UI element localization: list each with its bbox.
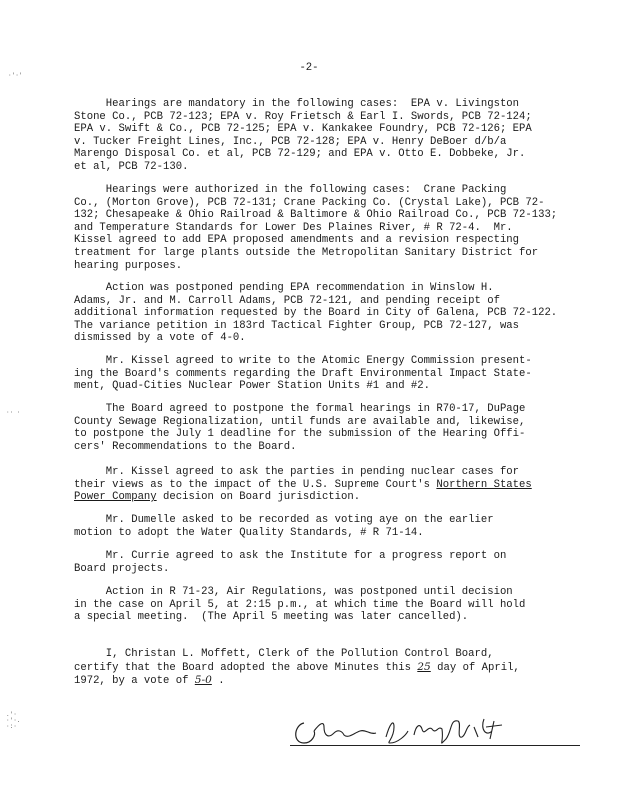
certification-text-a: I, Christan L. Moffett, Clerk of the Pollution Control Board, certify that the Board adopted the above Minutes this: [74, 648, 494, 674]
paragraph-currie-report: Mr. Currie agreed to ask the Institute for a progress report on Board projects.: [74, 550, 507, 575]
paragraph-dupage-hearings: The Board agreed to postpone the formal hearings in R70-17, DuPage County Sewage Regionalization, until funds are available and, likewise, to postpone the July 1 deadline for the submission of the Hearing Offi- cers' Recommendations to the Board.: [74, 403, 526, 453]
scan-speck: .'· ·'·. ·:·: [6, 711, 21, 730]
paragraph-nuclear-cases: [74, 466, 584, 504]
paragraph-certification: [74, 648, 584, 688]
clerk-signature: [290, 713, 530, 749]
certification-text-c: .: [211, 675, 225, 688]
case-name-part-2: Power Company: [74, 491, 157, 504]
paragraph-mandatory-hearings: Hearings are mandatory in the following cases: EPA v. Livingston Stone Co., PCB 72-123; EPA v. Roy Frietsch & Earl I. Swords, PCB 72-124; EPA v. Swift & Co., PCB 72-125; EPA v. Kankakee Foundry, PCB 72-126; EPA v. Tucker Freight Lines, Inc., PCB 72-128; EPA v. Henry DeBoer d/b/a Marengo Disposal Co. et al, PCB 72-129; and EPA v. Otto E. Dobbeke, Jr. et al, PCB 72-130.: [74, 98, 532, 173]
paragraph-dumelle-vote: Mr. Dumelle asked to be recorded as voting aye on the earlier motion to adopt the Water Quality Standards, # R 71-14.: [74, 514, 494, 539]
nuclear-text-b: decision on Board jurisdiction.: [156, 491, 361, 504]
paragraph-atomic-energy: Mr. Kissel agreed to write to the Atomic Energy Commission present- ing the Board's comments regarding the Draft Environmental Impact State- ment, Quad-Cities Nuclear Power Station Units #1 and #2.: [74, 355, 532, 393]
scan-speck: ·'·': [8, 72, 23, 79]
paragraph-postponed-actions: Action was postponed pending EPA recommendation in Winslow H. Adams, Jr. and M. Carroll Adams, PCB 72-121, and pending receipt of additional information requested by the Board in City of Galena, PCB 72-122. The variance petition in 183rd Tactical Fighter Group, PCB 72-127, was dismissed by a vote of 4-0.: [74, 282, 558, 345]
page-number: -2-: [299, 62, 319, 74]
certification-day: 25: [417, 660, 431, 673]
signature-line: [290, 745, 580, 746]
certification-text-b: day of April, 1972, by a vote of: [74, 661, 520, 688]
nuclear-text-a: Mr. Kissel agreed to ask the parties in pending nuclear cases for their views as to the impact of the U.S. Supreme Court's: [74, 466, 520, 491]
scan-speck: ·· ·: [6, 409, 21, 416]
paragraph-air-regulations: Action in R 71-23, Air Regulations, was postponed until decision in the case on April 5, at 2:15 p.m., at which time the Board will hold a special meeting. (The April 5 meeting was later cancelled).: [74, 586, 526, 624]
case-name-part-1: Northern States: [436, 478, 532, 491]
certification-vote: 5-0: [194, 674, 212, 687]
paragraph-authorized-hearings: Hearings were authorized in the following cases: Crane Packing Co., (Morton Grove), PCB 72-131; Crane Packing Co. (Crystal Lake), PCB 72- 132; Chesapeake & Ohio Railroad & Baltimore & Ohio Railroad Co., PCB 72-133; and Temperature Standards for Lower Des Plaines River, # R 72-4. Mr. Kissel agreed to add EPA proposed amendments and a revision respecting treatment for large plants outside the Metropolitan Sanitary District for hearing purposes.: [74, 184, 558, 272]
